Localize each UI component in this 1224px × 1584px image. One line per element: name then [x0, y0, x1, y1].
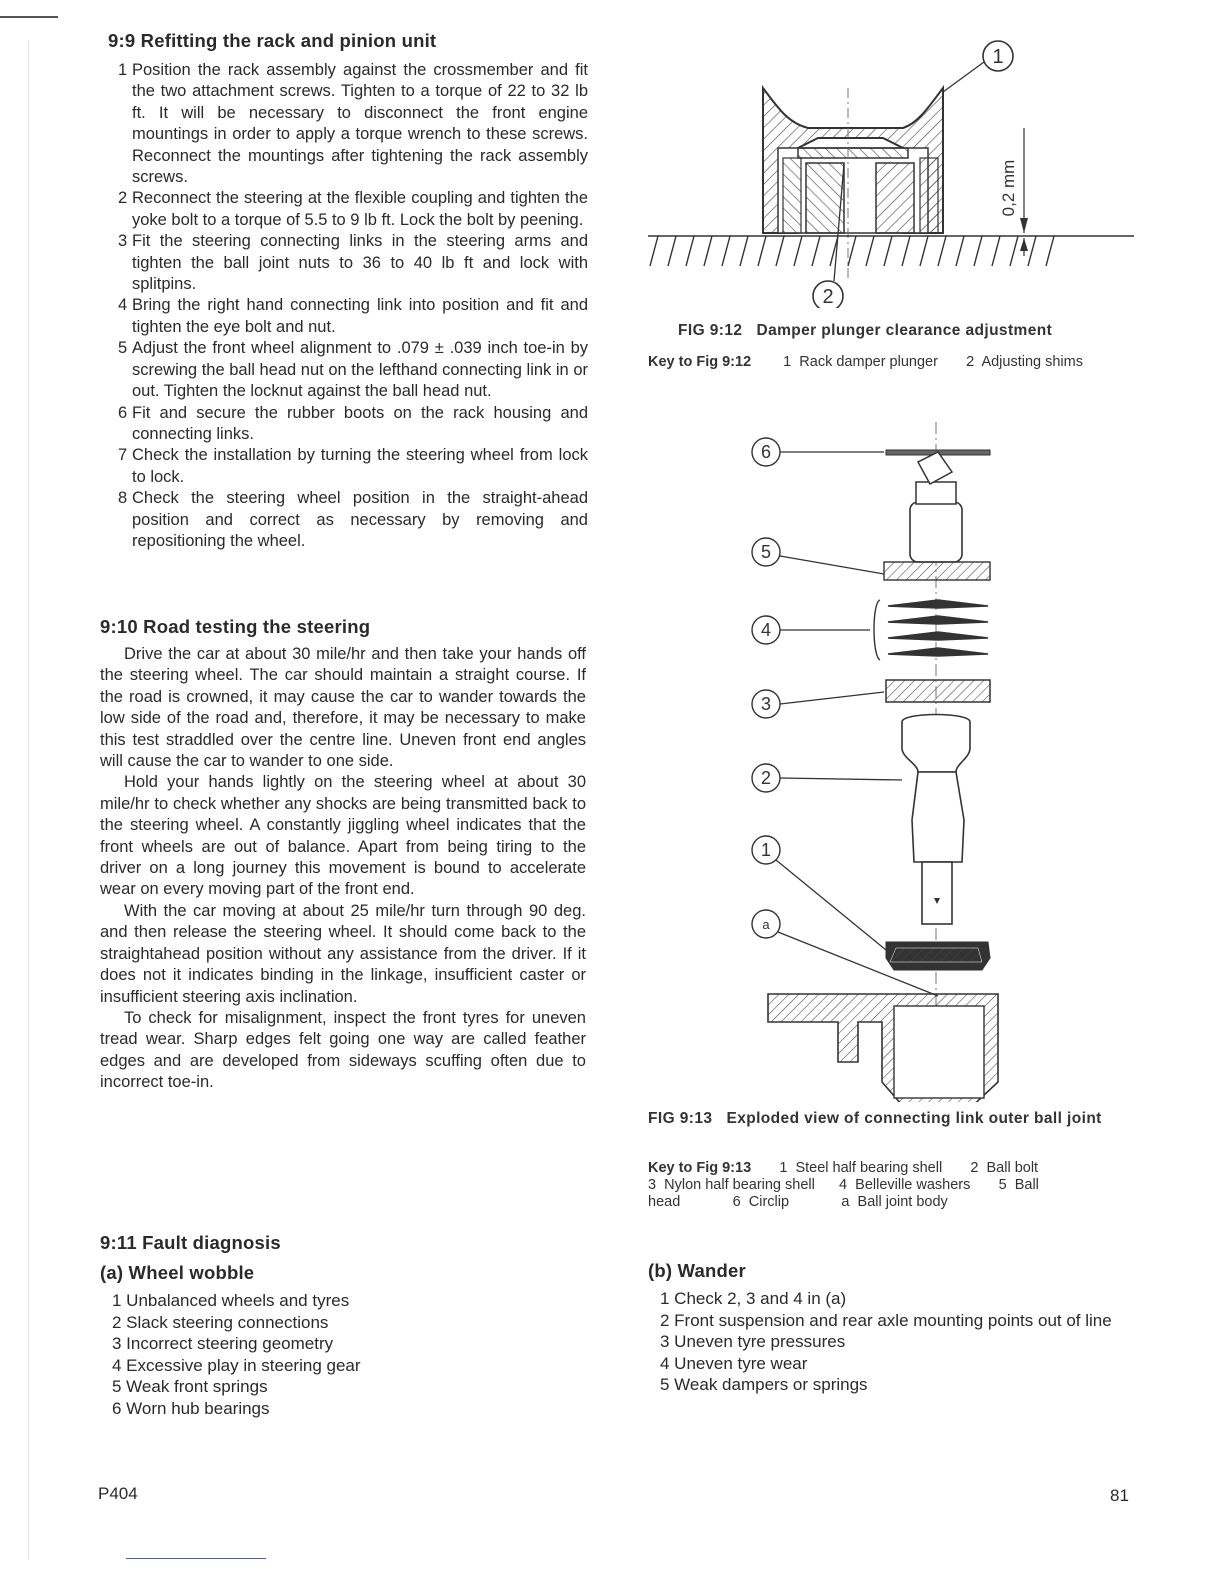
- refitting-step: [100, 403, 588, 446]
- fault-item: 2 Front suspension and rear axle mounting points out of line: [660, 1310, 1112, 1330]
- step-text: Fit the steering connecting links in the steering arms and tighten the ball joint nuts to 36 to 40 lb ft and lock with splitpins.: [132, 232, 588, 294]
- fault-item: 5 Weak front springs: [112, 1377, 268, 1396]
- refitting-steps: [100, 60, 588, 552]
- fault-item: 4 Uneven tyre wear: [660, 1353, 808, 1373]
- step-number: 6: [118, 403, 128, 422]
- fault-item: 2 Slack steering connections: [112, 1312, 329, 1332]
- fault-item: 1 Unbalanced wheels and tyres: [112, 1291, 350, 1310]
- subheading-wander: (b) Wander: [648, 1260, 746, 1281]
- fig-9-12-caption: FIG 9:12 Damper plunger clearance adjustment: [678, 322, 1053, 339]
- step-text: Bring the right hand connecting link into position and fit and tighten the eye bolt and nut.: [132, 296, 588, 336]
- dimension-label: 0,2 mm: [999, 159, 1018, 217]
- step-number: 2: [118, 189, 128, 208]
- step-text: Check the installation by turning the steering wheel from lock to lock.: [132, 446, 588, 486]
- fig-9-13-key: [648, 1160, 1134, 1211]
- refitting-step: [100, 295, 588, 338]
- fig-9-12-key-label: Key to Fig 9:12: [648, 354, 752, 370]
- section-9-11: [100, 1230, 586, 1419]
- fig-9-13-callout-4: 4: [760, 620, 772, 640]
- fig-9-12-key: [648, 354, 1134, 371]
- fig-9-13-key-line-1: [648, 1160, 1134, 1177]
- page-number: 81: [1110, 1486, 1129, 1505]
- fig-9-13-caption: FIG 9:13 Exploded view of connecting link outer ball joint: [648, 1110, 1102, 1127]
- section-heading-9-10: 9:10 Road testing the steering: [100, 616, 371, 637]
- fig-9-13-key-line-3: head 6 Circlip a Ball joint body: [648, 1194, 948, 1210]
- refitting-step: [100, 231, 588, 295]
- fault-item: 5 Weak dampers or springs: [660, 1375, 868, 1394]
- fig-9-13-callout-5: 5: [760, 542, 772, 562]
- fig-9-12-drawing: [648, 28, 1134, 308]
- fault-item: 1 Check 2, 3 and 4 in (a): [660, 1289, 847, 1308]
- step-text: Fit and secure the rubber boots on the rack housing and connecting links.: [132, 403, 588, 443]
- fault-item: 3 Uneven tyre pressures: [660, 1332, 846, 1351]
- fig-9-13-callout-1: 1: [760, 840, 772, 860]
- fig-9-13-key-line-2: 3 Nylon half bearing shell 4 Belleville washers 5 Ball: [648, 1177, 1039, 1193]
- step-number: 3: [118, 232, 128, 251]
- step-text: Reconnect the steering at the flexible coupling and tighten the yoke bolt to a torque of 5.5 to 9 lb ft. Lock the bolt by peening.: [132, 189, 588, 229]
- road-test-text: [100, 644, 586, 1094]
- step-number: 4: [118, 296, 128, 315]
- refitting-step: [100, 188, 588, 231]
- fig-9-12-callout-2: 2: [822, 286, 834, 308]
- refitting-step: [100, 60, 588, 188]
- step-number: 5: [118, 339, 128, 358]
- wander-list: [648, 1288, 1134, 1396]
- binding-edge: [28, 40, 29, 1560]
- section-9-10: [100, 614, 586, 1094]
- fault-item: 6 Worn hub bearings: [112, 1398, 270, 1418]
- section-heading-9-11: 9:11 Fault diagnosis: [100, 1232, 281, 1253]
- fig-9-13-key-label: Key to Fig 9:13: [648, 1160, 752, 1176]
- fault-item: 3 Incorrect steering geometry: [112, 1334, 334, 1353]
- road-test-paragraph: Hold your hands lightly on the steering wheel at about 30 mile/hr to check whether any shocks are being transmitted back to the steering wheel. A constantly jiggling wheel indicates that the front wheels are out of balance. Apart from being tiring to the driver on a long journey this movement is bound to accelerate wear on every moving part of the front end.: [100, 773, 586, 899]
- step-text: Check the steering wheel position in the straight-ahead position and correct as necessary by removing and repositioning the wheel.: [132, 489, 588, 550]
- step-number: 8: [118, 489, 128, 508]
- fig-9-13-key-text-1: 1 Steel half bearing shell 2 Ball bolt: [779, 1160, 1039, 1176]
- section-heading-9-9: 9:9 Refitting the rack and pinion unit: [108, 30, 437, 51]
- refitting-step: [100, 445, 588, 488]
- fig-9-13-callout-a: a: [762, 917, 770, 932]
- fig-9-13-callout-2: 2: [760, 768, 772, 788]
- refitting-step: [100, 338, 588, 402]
- step-number: 7: [118, 446, 128, 465]
- left-column: [100, 28, 588, 1418]
- footer-code: P404: [98, 1484, 138, 1503]
- step-text: Adjust the front wheel alignment to .079 ± .039 inch toe-in by screwing the ball head nut on the lefthand connecting link in or out. Tighten the locknut against the ball head nut.: [132, 339, 588, 401]
- fig-9-12-callout-1: 1: [992, 46, 1004, 68]
- fig-9-13-callout-3: 3: [760, 694, 772, 714]
- fig-9-13-drawing: [648, 422, 1134, 1102]
- road-test-paragraph: With the car moving at about 25 mile/hr turn through 90 deg. and then release the steering wheel. It should come back to the straightahead position without any assistance from the driver. If it does not it indicates binding in the linkage, insufficient caster or insufficient steering axis inclination.: [100, 901, 586, 1006]
- road-test-paragraph: Drive the car at about 30 mile/hr and then take your hands off the steering wheel. The car should maintain a straight course. If the road is crowned, it may cause the car to wander towards the low side of the road and, therefore, it may be necessary to make this test straddled over the centre line. Uneven front end angles will cause the car to wander to one side.: [100, 645, 586, 771]
- fig-9-12-key-text: 1 Rack damper plunger 2 Adjusting shims: [783, 354, 1083, 370]
- step-text: Position the rack assembly against the crossmember and fit the two attachment screws. Tighten to a torque of 22 to 32 lb ft. It will be necessary to disconnect the front engine mountings in order to apply a torque wrench to these screws. Reconnect the mountings after tightening the rack assembly screws.: [132, 61, 588, 187]
- step-number: 1: [118, 61, 128, 79]
- top-rule: [0, 16, 58, 18]
- road-test-paragraph: To check for misalignment, inspect the front tyres for uneven tread wear. Sharp edges felt going one way are called feather edges and are developed from sideways scuffing often due to incorrect toe-in.: [100, 1008, 586, 1092]
- subheading-wheel-wobble: (a) Wheel wobble: [100, 1262, 255, 1283]
- fig-9-13-callout-6: 6: [760, 442, 772, 462]
- refitting-step: [100, 488, 588, 552]
- bottom-rule: [126, 1558, 266, 1559]
- wheel-wobble-list: [100, 1290, 586, 1419]
- section-9-11-b: [648, 1258, 1134, 1396]
- fault-item: 4 Excessive play in steering gear: [112, 1355, 361, 1375]
